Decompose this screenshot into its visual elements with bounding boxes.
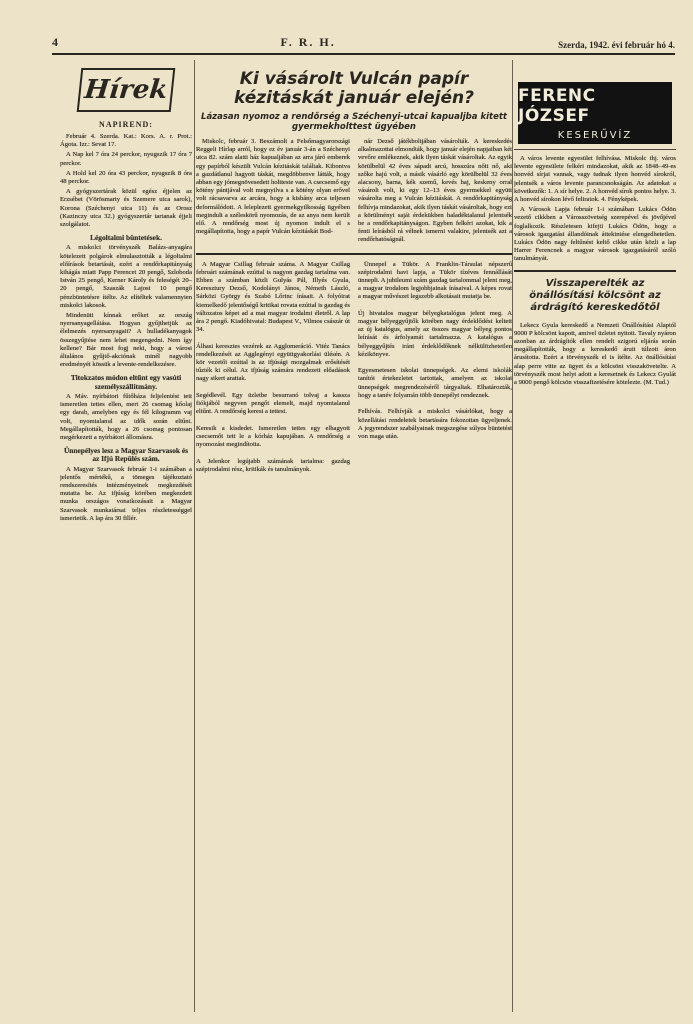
right-column xyxy=(514,60,676,1012)
briefs-right xyxy=(358,261,512,476)
ferenc-jozsef-advertisement xyxy=(518,82,672,144)
left-body xyxy=(60,133,192,523)
column-rule xyxy=(512,60,513,1012)
main-subheadline: Lázasan nyomoz a rendőrség a Széchenyi-utcai kapualjba kitett gyermekholttest ügyében xyxy=(201,112,507,132)
section-subheading: Ünnepélyes lesz a Magyar Szarvasok és az Ifjú Repülés szám. xyxy=(63,446,189,464)
ad-brand: FERENC JÓZSEF xyxy=(518,85,596,126)
column-rule xyxy=(194,60,195,1012)
paragraph: A Hold kel 20 óra 43 perckor, nyugszik 8 óra 48 perckor. xyxy=(60,169,192,186)
section-divider xyxy=(514,270,676,272)
paragraph: A Magyar Szarvasok február 1-i számában a jelentős mértékű, a tömeges tájékoztató rendszeresítés intézményeinek megkezdését mutatta be. Az ifjúság körében megkezdett munka országos vonatkozásait a Magyar Szarvasok munkatársai teljes részletességgel ismertetik. A lap ára 30 fillér. xyxy=(60,465,192,522)
hirek-masthead: Hírek xyxy=(77,68,176,112)
napirend-heading: NAPIREND: xyxy=(99,120,153,129)
left-column xyxy=(60,60,192,1012)
story-text-left xyxy=(196,138,350,247)
briefs-left xyxy=(196,261,350,476)
story-text-right xyxy=(358,138,512,247)
box-headline: Visszaperelték az önállósítási kölcsönt az árdrágító kereskedőtől xyxy=(529,277,661,313)
paragraph: Mindenütt kínnak erőket az ország nyersanyagellátása. Hogyan gyűjthetjük az élelmezés nyersanyagait? A hulladékanyagok összegyűjtése nem lehet megengedni. Nem így kellene? Bár most fogj neki, hogy a városi általános gyűjtő-akciónak minél nagyobb eredményét kössük a levente-rendelkezésre. xyxy=(60,312,192,369)
paragraph: A Nap kel 7 óra 24 perckor, nyugszik 17 óra 7 perckor. xyxy=(60,151,192,167)
paragraph: A Magyar Csillag február száma. A Magyar Csillag februári számának ezúttal is nagyon gazdag tartalma van. Ebben a számban közli Gulyás Pál, Illyés Gyula, Keresztury Dezső, Kodolányi János, Németh László, Sárközi György és Szabó Lőrinc írásait. A folyóirat kiemelkedő jelentőségű kritikai rovata ezúttal is gazdag és változatos képet ad a mai magyar irodalmi életről. A lap ára 2 pengő. Kiadóhivatal: Budapest V., Vilmos császár út 34. Álhasi keresztes vezérek az Agglomeráció. Vitéz Tanács rendelkezését az Agglegényi együttgyakorlási ülésén. A kör vezetői ezúttal is az ifjúsági mozgalmak erősítését tűzték ki célul. Az ifjúság számára rendezett előadások nagy sikert arattak. Segédlevél. Egy üzletbe besurranó tolvaj a kassza fiókjából negyven pengőt elemelt, majd nyomtalanul eltűnt. A rendőrség keresi a tettest. Keresik a kisdedet. Ismeretlen tettes egy elhagyott csecsemőt tett le a kórház kapujában. A rendőrség a nyomozást megindította. A Jelenkor legújabb számának tartalma: gazdag szépirodalmi rész, kritikák és tanulmányok. xyxy=(196,260,350,473)
issue-date: Szerda, 1942. évi február hó 4. xyxy=(558,40,675,50)
section-divider xyxy=(514,149,676,150)
page-number: 4 xyxy=(52,35,58,49)
section-subheading: Titokzatos módon eltűnt egy vasúti személyszállítmány. xyxy=(70,373,182,391)
paper-name: F. R. H. xyxy=(280,35,336,49)
paragraph: A Máv. nyírbátori fűtőháza feljelentést tett ismeretlen tettes ellen, mert 26 csomag kőolaj egy darab, amelyben egy és fél kilogramm vaj volt, nyomtalanul az idők során eltűnt. Megállapították, hogy a 26 csomag pontosan megérkezett a nyírbátori állomásra. xyxy=(60,392,192,441)
right-body xyxy=(514,155,676,264)
lead-story xyxy=(196,138,512,247)
page-header xyxy=(52,34,675,55)
paragraph: nár Dezső játékboltjában vásárolták. A kereskedés alkalmazottai elmondták, hogy január elején napjaiban két vevőre emlékeznek, akik ilyen táskát vásároltak. Az egyik körülbelül 42 éves sápadt arcú, hosszúra nőtt nő, aki szőke hajú volt, a másik vásárló egy körülbelül 32 éves alacsony, barna, kék szemű, kevés haj, keskeny orral vásárolt volt, ki egy 12–13 éves gyermekkel együtt vásárolta meg a Vulcán kézitáskát. A rendőrkapitányság felhívja mindazokat, akik ilyen táskát vásároltak, hogy ezt a körülményt saját érdekükben haladéktalanul jelentsék be a rendőrkapitányságon. Egyben felkéri azokat, kik a fenti leírásból rá vélnek ismerni valakire, jelentsék azt a rendőrhatóságnál. xyxy=(358,138,512,244)
paragraph: Február 4. Szerda. Kat.: Kors. A. r. Prot.: Ágota. Izr.: Sevat 17. xyxy=(60,133,192,149)
paragraph: A Városok Lapja február 1-i számában Lukács Ödön vezető cikkben a Városszövetség szerepével és jövőjével foglalkozik. Részletesen kifejti Lukács Ödön, hogy a városok igazgatási állandóinak áttekintése elengedhetetlen. Lukács Ödön nagy feltűnést keltő cikke után közli a lap Harrer Ferencnek a magyar városok igazgatásáról szóló tanulmányát. xyxy=(514,206,676,263)
paragraph: Ünnepel a Tükör. A Franklin-Társulat népszerű szépirodalmi havi lapja, a Tükör tízéves fennállását ünnepli. A jubileumi szám gazdag tartalommal jelent meg, a magyar irodalom legjobbjainak írásaival. A képes rovat a magyar művészet legszebb alkotásait mutatja be. Új hivatalos magyar bélyegkatalógus jelent meg. A magyar bélyeggyűjtők körében nagy érdeklődést keltett az új katalógus, amely az összes magyar bélyeg pontos leírását és árfolyamát tartalmazza. A katalógus a bélyeggyűjtés iránt érdeklődőknek nélkülözhetetlen kézikönyve. Egyesmetesen iskolai ünnepségek. Az elemi iskolák tanítói értekezletet tartottak, amelyen az iskolai ünnepségek megrendezéséről tárgyaltak. Elhatározták, hogy a tanév folyamán több ünnepélyt rendeznek. Felhívás. Felhívják a miskolci vásárlókat, hogy a közellátási rendeletek betartására fokozottan ügyeljenek. A jegyrendszer szabályainak megszegése súlyos büntetést von maga után. xyxy=(358,260,512,440)
main-headline: Ki vásárolt Vulcán papír kézitáskát január elején? xyxy=(234,69,474,108)
ad-product: KESERŰVÍZ xyxy=(557,129,633,141)
main-column xyxy=(196,60,512,1012)
section-subheading: Légoltalmi büntetések. xyxy=(90,233,162,243)
paragraph: Lekecz Gyula kereskedő a Nemzeti Önállósítási Alaptól 9000 P kölcsönt kapott, amivel üzletet nyitott. Tavaly nyáron azonban az árdrágítók ellen rendelt szigorú eljárás során megállapították, hogy a kereskedő áruit túlzott áron árusította. Ezért a törvényszék el is ítélte. Az önállósítási alap perre vitte az ügyet és a kölcsönt visszakövetelte. A törvényszék most helyt adott a keresetnek és Lekecz Gyulát a 9000 pengő kölcsön visszafizetésére kötelezte. (M. Tud.) xyxy=(514,321,676,387)
paragraph: A város levente egyesület felhívása. Miskolc thj. város levente egyesülete felkéri mindazokat, akik az 1848–49-es honvéd sírjai vannak, vagy tudnak ilyen honvéd sírokról, jelentsék a város levente parancsnokságán. Az adatokat a következők: 1. A sír helye. 2. A honvéd sírok pontos helye. 3. A honvéd sírokon lévő feliratok. 4. Fényképek. xyxy=(514,155,676,204)
paragraph: A miskolci törvényszék Balázs-anyagára kötelezett polgárok elmulasztották a légoltalmi előírások betartását, ezért a rendőrkapitányság kihágás miatt Papp Ferencet 20 pengő, Szloboda István 25 pengő, Kerner Károly és feleségét 20–20 pengő, Szaszák Lajost 10 pengő pénzbüntetésre ítélte. Az elítéltek valamennyien miskolci lakosok. xyxy=(60,244,192,309)
box-body xyxy=(514,322,676,388)
news-briefs xyxy=(196,261,512,476)
section-divider xyxy=(196,253,512,255)
paragraph: Miskolc, február 3. Beszámolt a Felsőmagyarországi Reggeli Hírlap arról, hogy ez év január 3-án a Széchenyi utca 82. szám alatti ház kapualjában az arra járó emberek egy papírból készült Vulcán kézitáskát találtak. Kibontva a gazdátlanul hagyott táskát, megdöbbenve látták, hogy abban egy jómegnövesedett holtteste van. A csecsemő egy kötény pántjával volt megnyilva s a kötény olyan erővel volt rácsavarva az arcára, hogy a kisbány arca teljesen deformálódott. A leleplezett gyermekgyilkosság ügyében megindult a széleskörű nyomozás, de az anya nem került elő. A rendőrség most új nyomon indult el s megállapította, hogy a papír Vulcán kézitáskát Bod- xyxy=(196,138,350,236)
paragraph: A gyógyszertárak közül egész éjjelen az Erzsébet (Vörösmarty és Szemere utca sarok), Korona (Széchenyi utca 11) és az Orosz (Kazinczy utca 32.) gyógyszertár tartanak éjjeli szolgálatot. xyxy=(60,188,192,229)
